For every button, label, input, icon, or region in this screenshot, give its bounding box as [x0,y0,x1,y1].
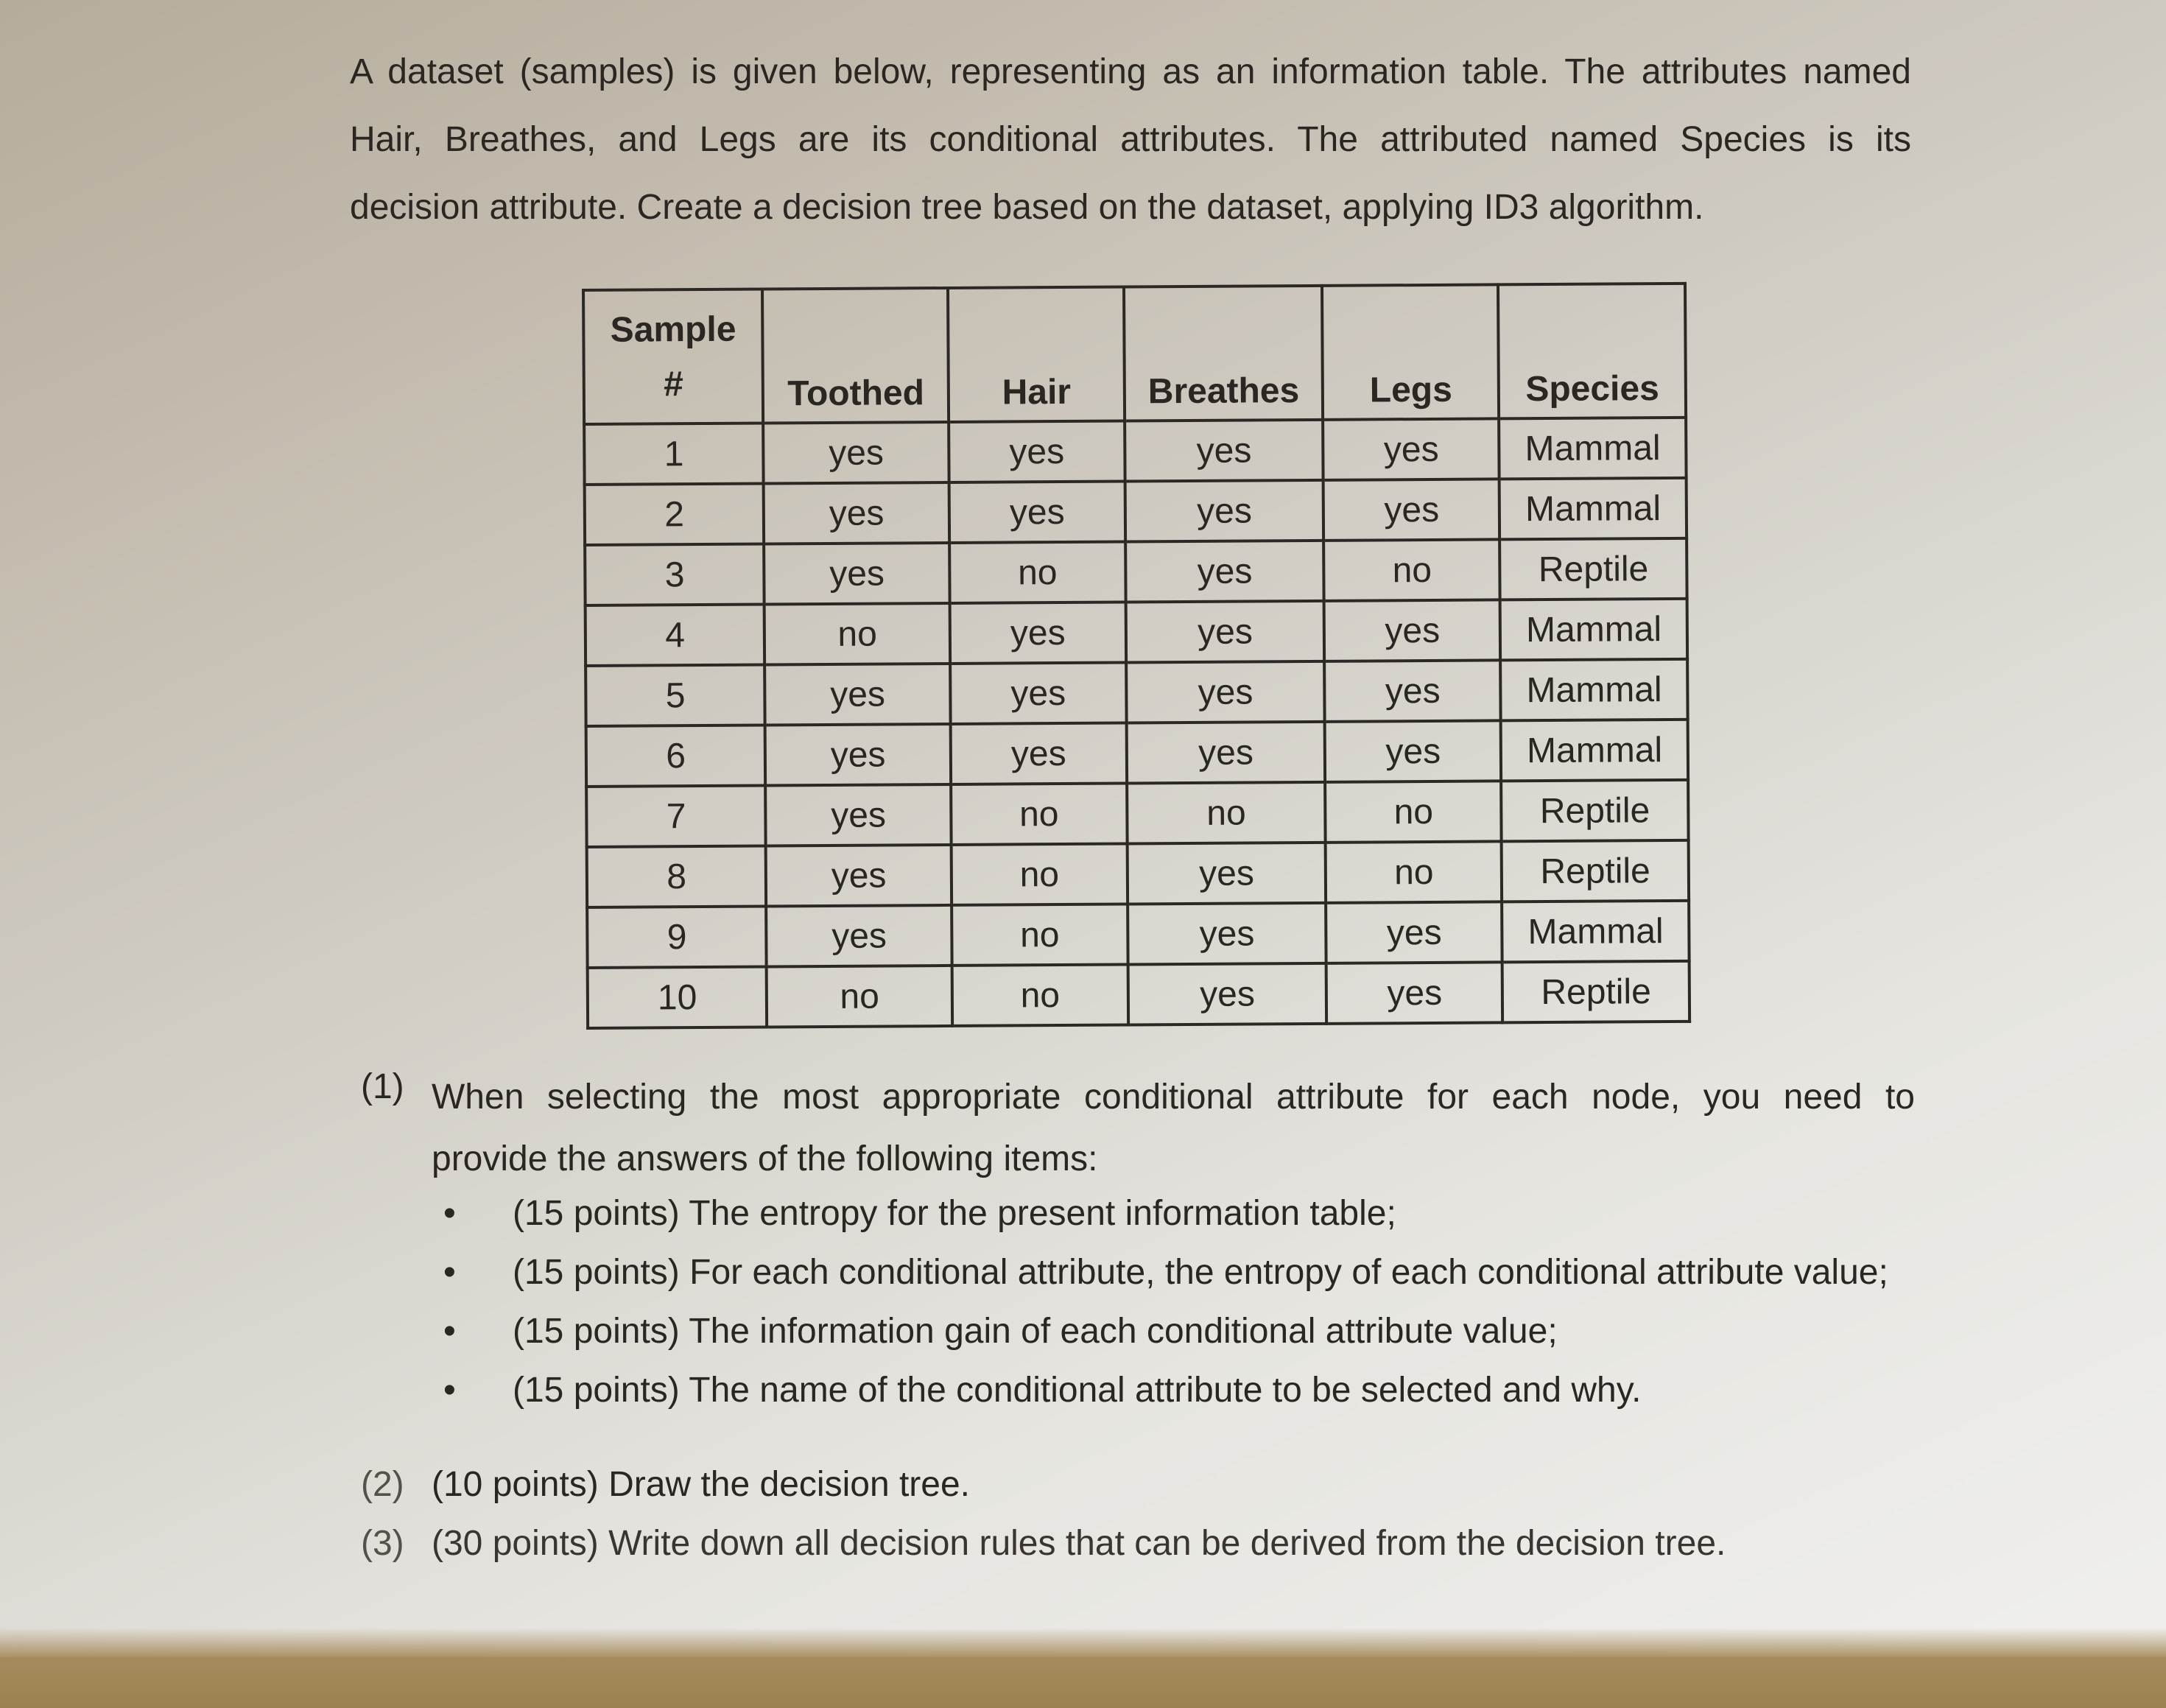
header-species: Species [1498,284,1686,419]
table-row [586,720,1688,787]
question-3-text: (30 points) Write down all decision rules that can be derived from the decision tree. [432,1524,1726,1563]
cell-breathes: no [1127,782,1326,844]
cell-toothed: no [767,966,952,1027]
table-row [585,538,1687,605]
header-sample-hash: # [664,365,684,404]
list-item [432,1361,1915,1420]
cell-legs: yes [1324,600,1501,661]
cell-sample: 6 [586,725,766,786]
cell-legs: no [1326,781,1502,842]
header-toothed: Toothed [762,288,949,424]
cell-legs: no [1326,841,1502,902]
table-row [587,840,1689,907]
table-header-row [583,284,1686,424]
cell-toothed: yes [764,482,949,544]
cell-species: Mammal [1499,478,1687,540]
question-number: (2) [361,1465,404,1504]
table-row [587,901,1689,968]
cell-legs: yes [1326,962,1503,1023]
header-legs: Legs [1322,284,1499,419]
cell-legs: yes [1323,479,1500,540]
cell-species: Reptile [1502,840,1689,902]
bullet-text: (15 points) The name of the conditional attribute to be selected and why. [513,1371,1642,1410]
cell-hair: no [952,904,1128,965]
cell-sample: 8 [587,846,767,907]
cell-breathes: yes [1128,843,1326,904]
cell-toothed: yes [766,845,952,907]
table-row [586,599,1687,666]
cell-species: Mammal [1501,659,1688,721]
table-row [586,659,1687,726]
list-item [432,1243,1915,1302]
cell-toothed: yes [764,422,949,484]
cell-breathes: yes [1126,661,1325,723]
cell-hair: no [949,541,1125,602]
question-1-line: When selecting the most appropriate conditional attribute for each node, you need to [432,1078,1915,1117]
header-sample-label: Sample [610,309,736,350]
question-1-line: provide the answers of the following items: [432,1139,1098,1178]
cell-sample: 9 [587,906,767,967]
question-1-bullets [432,1184,1915,1420]
cell-species: Mammal [1499,418,1687,479]
cell-hair: yes [949,421,1125,482]
bullet-icon: • [443,1253,456,1292]
cell-species: Mammal [1502,901,1689,963]
cell-breathes: yes [1125,420,1323,482]
question-3 [361,1523,1726,1564]
cell-hair: yes [950,662,1126,723]
cell-breathes: yes [1128,963,1327,1025]
table-row [588,961,1689,1028]
table-row [585,478,1687,545]
question-number: (3) [361,1524,404,1563]
cell-toothed: yes [764,543,950,605]
cell-breathes: yes [1127,722,1326,784]
cell-hair: no [952,843,1128,904]
intro-line: Hair, Breathes, and Legs are its conditional attributes. The attributed named Species is its [350,120,1911,159]
cell-breathes: yes [1125,480,1324,542]
cell-species: Reptile [1500,538,1687,600]
cell-toothed: yes [765,664,951,725]
question-1 [361,1066,1915,1178]
cell-legs: yes [1326,902,1503,963]
question-number: (1) [361,1067,404,1106]
cell-species: Reptile [1502,780,1689,842]
cell-species: Mammal [1500,599,1687,661]
cell-hair: yes [950,602,1126,663]
bullet-icon: • [443,1371,456,1410]
cell-breathes: yes [1128,903,1326,965]
header-sample [583,289,764,424]
header-hair: Hair [948,287,1125,422]
cell-sample: 1 [584,423,764,484]
cell-legs: yes [1325,720,1502,781]
cell-hair: no [951,783,1127,844]
cell-hair: yes [951,723,1127,784]
information-table [582,282,1691,1030]
cell-sample: 2 [585,483,764,544]
cell-toothed: no [764,603,950,665]
cell-species: Mammal [1501,720,1688,781]
cell-hair: no [952,964,1128,1025]
cell-sample: 4 [586,604,765,665]
cell-sample: 5 [586,664,765,725]
table-row [584,418,1686,485]
bullet-text: (15 points) For each conditional attribute, the entropy of each conditional attribute value; [513,1253,1888,1292]
bullet-icon: • [443,1312,456,1351]
cell-legs: yes [1325,660,1502,721]
bullet-text: (15 points) The information gain of each conditional attribute value; [513,1312,1558,1351]
cell-sample: 7 [586,785,766,846]
table-row [586,780,1688,847]
header-breathes: Breathes [1124,286,1323,421]
list-item [432,1184,1915,1243]
cell-toothed: yes [767,905,952,967]
cell-breathes: yes [1126,601,1325,663]
cell-species: Reptile [1502,961,1689,1023]
question-2-text: (10 points) Draw the decision tree. [432,1465,971,1504]
question-2 [361,1464,970,1505]
cell-toothed: yes [765,724,951,786]
cell-breathes: yes [1125,541,1324,602]
intro-line: decision attribute. Create a decision tree based on the dataset, applying ID3 algorithm. [350,188,1704,227]
cell-sample: 3 [585,544,764,605]
cell-hair: yes [949,481,1125,542]
bullet-icon: • [443,1194,456,1233]
cell-legs: no [1324,539,1501,600]
desk-surface [0,1628,2166,1708]
question-1-text [432,1066,1915,1190]
intro-paragraph [350,38,1911,242]
intro-line: A dataset (samples) is given below, representing as an information table. The attributes named [350,52,1911,91]
cell-legs: yes [1323,418,1500,479]
cell-toothed: yes [766,784,952,846]
cell-sample: 10 [588,966,767,1027]
bullet-text: (15 points) The entropy for the present information table; [513,1194,1396,1233]
list-item [432,1302,1915,1361]
